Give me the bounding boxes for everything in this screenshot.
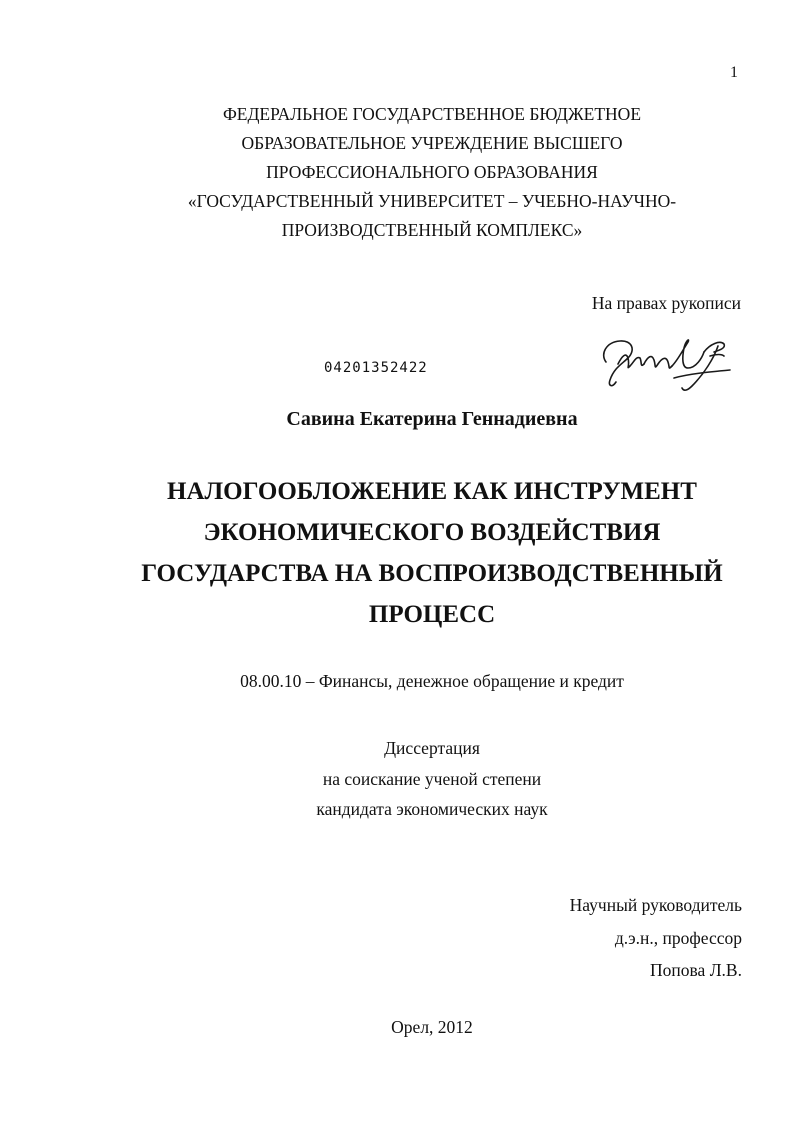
supervisor-line: Попова Л.В. (650, 960, 742, 980)
supervisor-line: д.э.н., профессор (614, 927, 742, 948)
supervisor-line: Научный руководитель (569, 895, 742, 915)
thesis-title (80, 471, 784, 635)
institution-line: ФЕДЕРАЛЬНОЕ ГОСУДАРСТВЕННОЕ БЮДЖЕТНОЕ (222, 104, 642, 124)
specialty-code: 08.00.10 – Финансы, денежное обращение и кредит (240, 671, 624, 691)
thesis-title-line: ГОСУДАРСТВА НА ВОСПРОИЗВОДСТВЕННЫЙ (141, 560, 723, 587)
registration-number: 04201352422 (324, 360, 428, 376)
institution-line: ПРОИЗВОДСТВЕННЫЙ КОМПЛЕКС» (281, 220, 583, 240)
thesis-title-line: НАЛОГООБЛОЖЕНИЕ КАК ИНСТРУМЕНТ (167, 478, 697, 505)
institution-line: «ГОСУДАРСТВЕННЫЙ УНИВЕРСИТЕТ – УЧЕБНО-НАУЧНО- (187, 191, 677, 211)
degree-line: Диссертация (384, 738, 480, 758)
institution-line: ОБРАЗОВАТЕЛЬНОЕ УЧРЕЖДЕНИЕ ВЫСШЕГО (241, 133, 623, 153)
manuscript-rights-note: На правах рукописи (591, 293, 741, 313)
author-name: Савина Екатерина Геннадиевна (286, 408, 578, 430)
thesis-title-line: ЭКОНОМИЧЕСКОГО ВОЗДЕЙСТВИЯ (203, 519, 661, 546)
degree-line: кандидата экономических наук (316, 799, 548, 819)
scientific-supervisor (570, 889, 742, 987)
degree-line: на соискание ученой степени (322, 768, 542, 789)
degree-statement (80, 733, 784, 825)
institution-line: ПРОФЕССИОНАЛЬНОГО ОБРАЗОВАНИЯ (266, 162, 598, 182)
city-and-year: Орел, 2012 (391, 1017, 473, 1037)
handwritten-signature-icon (592, 328, 742, 396)
page-number: 1 (730, 64, 738, 81)
institution-header (96, 100, 768, 245)
thesis-title-line: ПРОЦЕСС (368, 601, 496, 628)
